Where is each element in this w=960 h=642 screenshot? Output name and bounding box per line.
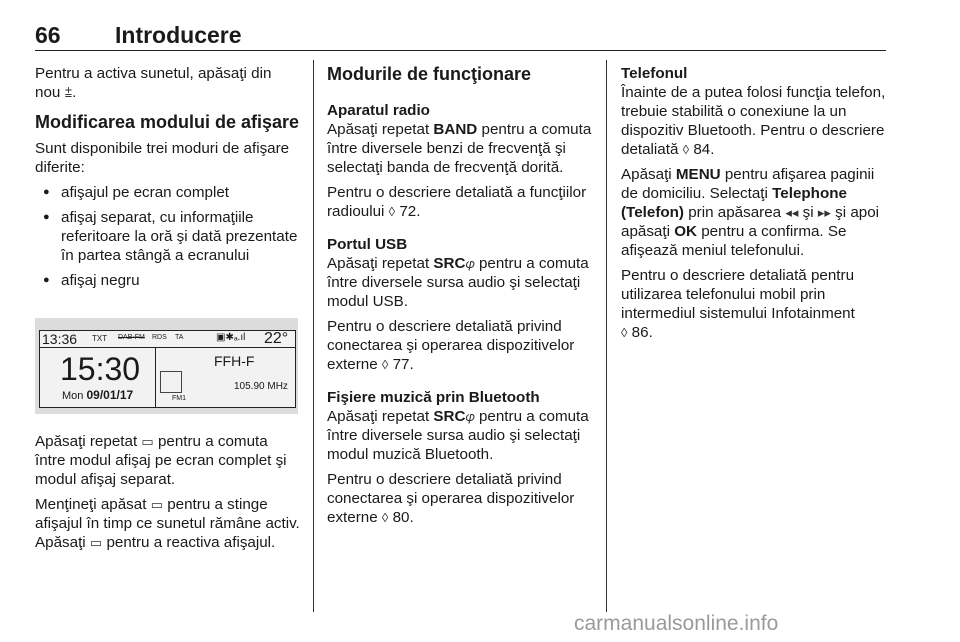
page-title: Introducere bbox=[115, 22, 242, 48]
bullet-list bbox=[35, 183, 300, 290]
paragraph-intro: Pentru a activa sunetul, apăsaţi din nou ⩲. bbox=[35, 65, 272, 101]
screen-ta: TA bbox=[175, 334, 184, 341]
watermark: carmanualsonline.info bbox=[574, 612, 779, 635]
subheading-radio: Aparatul radio bbox=[327, 102, 430, 119]
subheading-phone: Telefonul bbox=[621, 65, 688, 82]
paragraph-phone-intro: Înainte de a putea folosi funcţia telefon, trebuie stabilită o conexiune la un dispozitiv Bluetooth. Pentru o descriere detaliată ⁠◊ 84. bbox=[621, 84, 886, 158]
screen-rds: RDS bbox=[152, 334, 167, 341]
display-illustration bbox=[35, 318, 298, 414]
src-icon: 𝜑 bbox=[465, 409, 475, 424]
paragraph-bluetooth-ref: Pentru o descriere detaliată privind conectarea şi operarea dispozitivelor externe ⁠◊ 80. bbox=[327, 471, 575, 526]
paragraph-modes: Sunt disponibile trei moduri de afişare diferite: bbox=[35, 140, 290, 176]
paragraph-toggle: Apăsaţi repetat ▭ pentru a comuta între modul afişaj pe ecran complet şi modul afişaj separat. bbox=[35, 433, 287, 488]
column-divider bbox=[606, 60, 607, 612]
screen-txt: TXT bbox=[92, 334, 108, 343]
reference-icon: ⁠◊ bbox=[621, 325, 628, 340]
paragraph-radio-ref: Pentru o descriere detaliată a funcţiilor radioului ⁠◊ 72. bbox=[327, 184, 587, 220]
list-item: ● afişajul pe ecran complet bbox=[35, 183, 300, 202]
screen-station: FFH-F bbox=[214, 353, 255, 369]
list-item: ● afişaj negru bbox=[35, 271, 300, 290]
column-3 bbox=[621, 64, 889, 348]
display-icon: ▭ bbox=[150, 497, 163, 512]
screen-date: Mon 09/01/17 bbox=[62, 388, 134, 402]
page-header bbox=[35, 18, 886, 51]
section-heading-modes: Modurile de funcţionare bbox=[327, 64, 532, 84]
screen-frequency: 105.90 MHz bbox=[234, 381, 288, 392]
mute-icon: ⩲ bbox=[64, 85, 73, 100]
column-divider bbox=[313, 60, 314, 612]
paragraph-phone-ref: Pentru o descriere detaliată pentru utilizarea telefonului mobil prin intermediul sistemului Infotainment ⁠◊ 86. bbox=[621, 267, 855, 341]
subheading-usb: Portul USB bbox=[327, 236, 408, 253]
reference-icon: ⁠◊ bbox=[388, 204, 396, 219]
status-icons: ▣✱ₐ.ıl bbox=[216, 332, 246, 343]
reference-icon: ⁠◊ bbox=[381, 357, 389, 372]
screen-band: FM1 bbox=[172, 395, 186, 402]
next-icon: ▸▸ bbox=[817, 205, 831, 220]
paragraph-phone-menu: Apăsaţi MENU pentru afişarea paginii de domiciliu. Selectaţi Telephone (Telefon) prin apăsarea ◂◂ şi ▸▸ şi apoi apăsaţi OK pentru a confirma. Se afişează meniul telefonului. bbox=[621, 166, 880, 259]
subheading-bluetooth: Fişiere muzică prin Bluetooth bbox=[327, 389, 540, 406]
paragraph-usb-ref: Pentru o descriere detaliată privind conectarea şi operarea dispozitivelor externe ⁠◊ 77. bbox=[327, 318, 575, 373]
column-1 bbox=[35, 64, 300, 298]
screen-time-small: 13:36 bbox=[42, 331, 78, 347]
reference-icon: ⁠◊ bbox=[682, 142, 690, 157]
paragraph-radio: Apăsaţi repetat BAND pentru a comuta între diversele benzi de frecvenţă şi selectaţi banda de frecvenţă dorită. bbox=[327, 121, 592, 176]
reference-icon: ⁠◊ bbox=[381, 510, 389, 525]
radio-icon bbox=[160, 371, 182, 393]
list-item: ● afişaj separat, cu informaţiile referitoare la oră şi dată prezentate în partea stângă a ecranului bbox=[35, 208, 300, 265]
column-1-lower bbox=[35, 432, 300, 558]
page-number: 66 bbox=[35, 22, 61, 48]
display-icon: ▭ bbox=[89, 535, 103, 550]
screen-clock: 15:30 bbox=[60, 351, 141, 387]
paragraph-usb: Apăsaţi repetat SRC𝜑 pentru a comuta între diversele sursa audio şi selectaţi modul USB. bbox=[327, 255, 589, 310]
src-icon: 𝜑 bbox=[465, 256, 475, 271]
screen-dab: DAB-FM bbox=[118, 334, 145, 341]
screen-temperature: 22° bbox=[264, 330, 289, 347]
previous-icon: ◂◂ bbox=[785, 205, 799, 220]
display-icon: ▭ bbox=[141, 434, 154, 449]
section-heading-display: Modificarea modului de afişare bbox=[35, 112, 300, 132]
paragraph-hold: Menţineţi apăsat ▭ pentru a stinge afişajul în timp ce sunetul rămâne activ. Apăsaţi ▭ pentru a reactiva afişajul. bbox=[35, 496, 300, 551]
column-2 bbox=[327, 64, 592, 533]
paragraph-bluetooth: Apăsaţi repetat SRC𝜑 pentru a comuta între diversele sursa audio şi selectaţi modul muzică Bluetooth. bbox=[327, 408, 589, 463]
